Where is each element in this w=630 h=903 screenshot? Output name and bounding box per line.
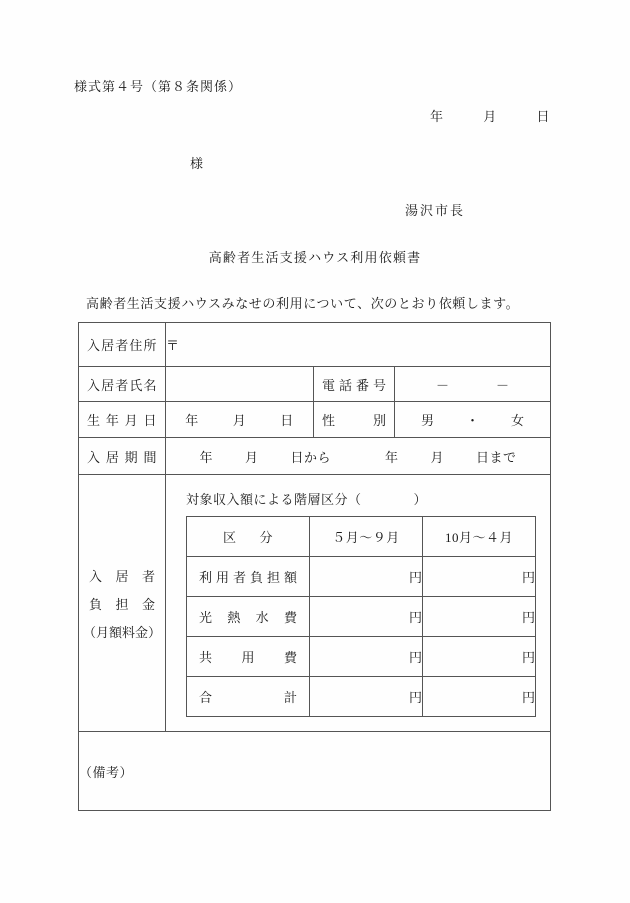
- cost-header-summer: ５月～９月: [310, 517, 423, 557]
- birth-year-label: 年: [185, 413, 199, 428]
- label-remarks: （備考）: [79, 764, 134, 780]
- cost-category-common-fee-text: 共用費: [199, 650, 297, 665]
- cost-table-row: [187, 637, 536, 677]
- label-birthdate: [79, 402, 166, 438]
- sex-separator: ・: [465, 413, 479, 428]
- label-burden-line3: （月額料金）: [82, 624, 161, 640]
- telephone-dashes: [413, 375, 533, 394]
- cost-category-total: [187, 677, 310, 717]
- field-telephone[interactable]: [395, 367, 551, 402]
- occupancy-period-to: [385, 447, 517, 466]
- cost-value-total-winter[interactable]: 円: [423, 677, 536, 717]
- form-number: 様式第４号（第８条関係）: [74, 79, 243, 94]
- label-occupancy-period: [79, 438, 166, 475]
- burden-content: [166, 475, 551, 732]
- page-title: 高齢者生活支援ハウス利用依頼書: [208, 250, 422, 265]
- period-to-month-label: 月: [430, 449, 445, 465]
- field-birthdate[interactable]: [166, 402, 314, 438]
- cost-value-common-fee-summer[interactable]: 円: [310, 637, 423, 677]
- cost-header-winter: 10月～４月: [423, 517, 536, 557]
- cost-category-utilities-text: 光熱水費: [199, 610, 297, 625]
- date-day-label: 日: [536, 109, 550, 124]
- cost-value-utilities-winter[interactable]: 円: [423, 597, 536, 637]
- cost-value-user-burden-winter[interactable]: 円: [423, 557, 536, 597]
- telephone-dash-2: －: [495, 377, 509, 393]
- label-birthdate-text: 生年月日: [87, 413, 157, 428]
- cost-table-row: [187, 677, 536, 717]
- date-line: [430, 106, 550, 125]
- cost-value-common-fee-winter[interactable]: 円: [423, 637, 536, 677]
- table-row-burden: [79, 475, 551, 732]
- date-month-label: 月: [483, 109, 497, 124]
- table-row-birthdate: [79, 402, 551, 438]
- income-tier-label: 対象収入額による階層区分（: [186, 492, 362, 507]
- issuer-name: 湯沢市長: [405, 203, 466, 218]
- sex-options: [395, 410, 550, 429]
- period-to-day-label: 日まで: [476, 449, 517, 465]
- addressee-suffix: 様: [190, 156, 205, 171]
- field-sex[interactable]: [395, 402, 551, 438]
- birth-month-label: 月: [232, 413, 247, 428]
- cost-category-user-burden-text: 利用者負担額: [199, 570, 297, 585]
- label-telephone: [314, 367, 395, 402]
- cost-category-utilities: [187, 597, 310, 637]
- period-from-month-label: 月: [244, 449, 259, 465]
- postal-mark-icon: 〒: [166, 338, 180, 353]
- cost-breakdown-table: [186, 516, 536, 717]
- table-row-name: [79, 367, 551, 402]
- cost-table-row: [187, 557, 536, 597]
- table-row-address: [79, 323, 551, 367]
- cost-category-user-burden: [187, 557, 310, 597]
- sex-option-male[interactable]: 男: [420, 413, 434, 428]
- cost-category-total-text: 合計: [199, 690, 297, 705]
- label-resident-name-text: 入居者氏名: [87, 377, 157, 393]
- period-to-year-label: 年: [385, 449, 399, 465]
- cost-value-total-summer[interactable]: 円: [310, 677, 423, 717]
- field-resident-address[interactable]: [166, 323, 551, 367]
- label-resident-address-text: 入居者住所: [87, 338, 157, 353]
- table-row-occupancy-period: [79, 438, 551, 475]
- occupancy-period-line: [166, 447, 550, 466]
- cost-header-category-text: 区分: [223, 530, 273, 545]
- field-occupancy-period[interactable]: [166, 438, 551, 475]
- cost-table-row: [187, 597, 536, 637]
- application-table: [78, 322, 551, 811]
- label-resident-address: [79, 323, 166, 367]
- label-burden-line2: 負担金: [89, 596, 155, 612]
- field-resident-name[interactable]: [166, 367, 314, 402]
- label-sex-text: 性別: [322, 413, 386, 428]
- label-burden-line1: 入居者: [89, 568, 155, 584]
- table-row-remarks: [79, 732, 551, 811]
- label-telephone-text: 電話番号: [322, 377, 386, 393]
- income-tier-close: ）: [413, 492, 428, 507]
- intro-paragraph: 高齢者生活支援ハウスみなせの利用について、次のとおり依頼します。: [86, 296, 520, 311]
- field-remarks[interactable]: [79, 732, 551, 811]
- label-sex: [314, 402, 395, 438]
- cost-header-category: [187, 517, 310, 557]
- period-from-day-label: 日から: [290, 449, 331, 465]
- birthdate-units: [166, 410, 313, 429]
- telephone-dash-1: －: [435, 377, 449, 393]
- occupancy-period-from: [199, 447, 331, 466]
- cost-value-user-burden-summer[interactable]: 円: [310, 557, 423, 597]
- label-resident-name: [79, 367, 166, 402]
- sex-option-female[interactable]: 女: [511, 413, 525, 428]
- period-from-year-label: 年: [199, 449, 213, 465]
- cost-table-header-row: [187, 517, 536, 557]
- cost-value-utilities-summer[interactable]: 円: [310, 597, 423, 637]
- income-tier-line: [186, 489, 550, 508]
- birth-day-label: 日: [280, 413, 294, 428]
- cost-category-common-fee: [187, 637, 310, 677]
- label-resident-burden: [79, 475, 166, 732]
- label-occupancy-period-text: 入居期間: [87, 449, 157, 465]
- date-year-label: 年: [430, 109, 444, 124]
